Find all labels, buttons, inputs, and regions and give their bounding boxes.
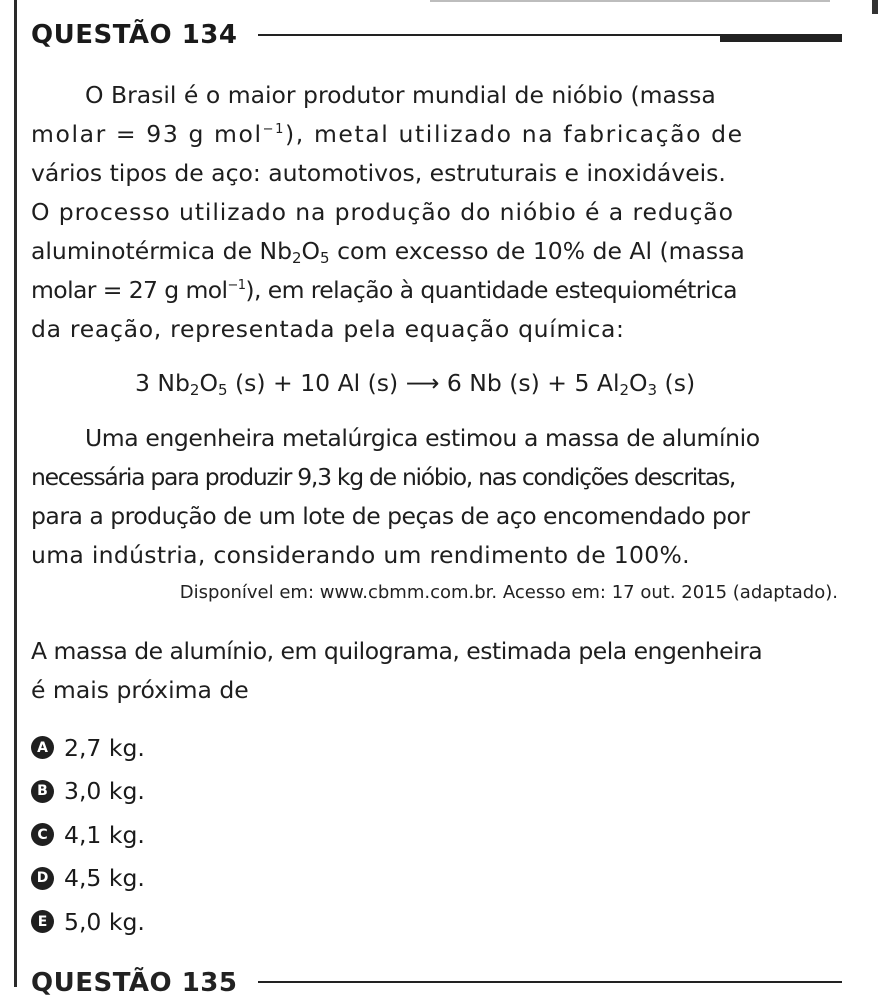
question-paragraph-1 (31, 76, 841, 349)
paragraph-line: Uma engenheira metalúrgica estimou a massa de alumínio (85, 424, 760, 452)
option-a[interactable] (31, 726, 145, 770)
paragraph-line: da reação, representada pela equação química: (31, 315, 625, 343)
option-letter-badge: D (31, 867, 54, 890)
corner-mark (872, 0, 878, 14)
chemical-equation: 3 $Nb_2O_5$ (s) + 10 Al (s) ⟶ 6 Nb (s) + 5 $Al_2O_3$ (s) (135, 369, 696, 399)
option-text: 4,1 kg. (64, 820, 145, 849)
option-letter-badge: A (31, 736, 54, 759)
option-text: 3,0 kg. (64, 777, 145, 806)
option-letter-badge: B (31, 780, 54, 803)
option-e[interactable] (31, 900, 145, 944)
paragraph-line: para a produção de um lote de peças de aço encomendado por (31, 502, 750, 530)
paragraph-line: molar = 27 g mol$^{-1}$), em relação à quantidade estequiométrica (31, 276, 737, 304)
answer-options (31, 726, 145, 944)
paragraph-line: aluminotérmica de $Nb_2O_5$ com excesso de 10% de Al (massa (31, 237, 745, 267)
paragraph-line: vários tipos de aço: automotivos, estruturais e inoxidáveis. (31, 159, 726, 187)
top-edge-line (430, 0, 830, 2)
option-letter-badge: E (31, 910, 54, 933)
question-title: QUESTÃO 134 (31, 20, 238, 50)
paragraph-line: O Brasil é o maior produtor mundial de nióbio (massa (85, 81, 716, 109)
paragraph-line: O processo utilizado na produção do nióbio é a redução (31, 198, 734, 226)
option-text: 4,5 kg. (64, 864, 145, 893)
question-prompt (31, 632, 841, 710)
header-rule-thick (720, 34, 842, 42)
left-margin-rule (14, 0, 17, 987)
prompt-line: A massa de alumínio, em quilograma, estimada pela engenheira (31, 637, 763, 665)
paragraph-line: molar = 93 g mol$^{-1}$), metal utilizado na fabricação de (31, 120, 744, 148)
next-question-title: QUESTÃO 135 (31, 968, 238, 998)
source-citation: Disponível em: www.cbmm.com.br. Acesso em: 17 out. 2015 (adaptado). (179, 582, 838, 603)
option-text: 5,0 kg. (64, 907, 145, 936)
paragraph-line: necessária para produzir 9,3 kg de nióbio, nas condições descritas, (31, 463, 736, 491)
option-d[interactable] (31, 857, 145, 901)
option-text: 2,7 kg. (64, 733, 145, 762)
question-paragraph-2 (31, 419, 841, 575)
next-question-rule (258, 981, 842, 983)
option-letter-badge: C (31, 823, 54, 846)
paragraph-line: uma indústria, considerando um rendimento de 100%. (31, 541, 690, 569)
prompt-line: é mais próxima de (31, 676, 249, 704)
option-c[interactable] (31, 813, 145, 857)
option-b[interactable] (31, 770, 145, 814)
question-header (31, 20, 237, 50)
